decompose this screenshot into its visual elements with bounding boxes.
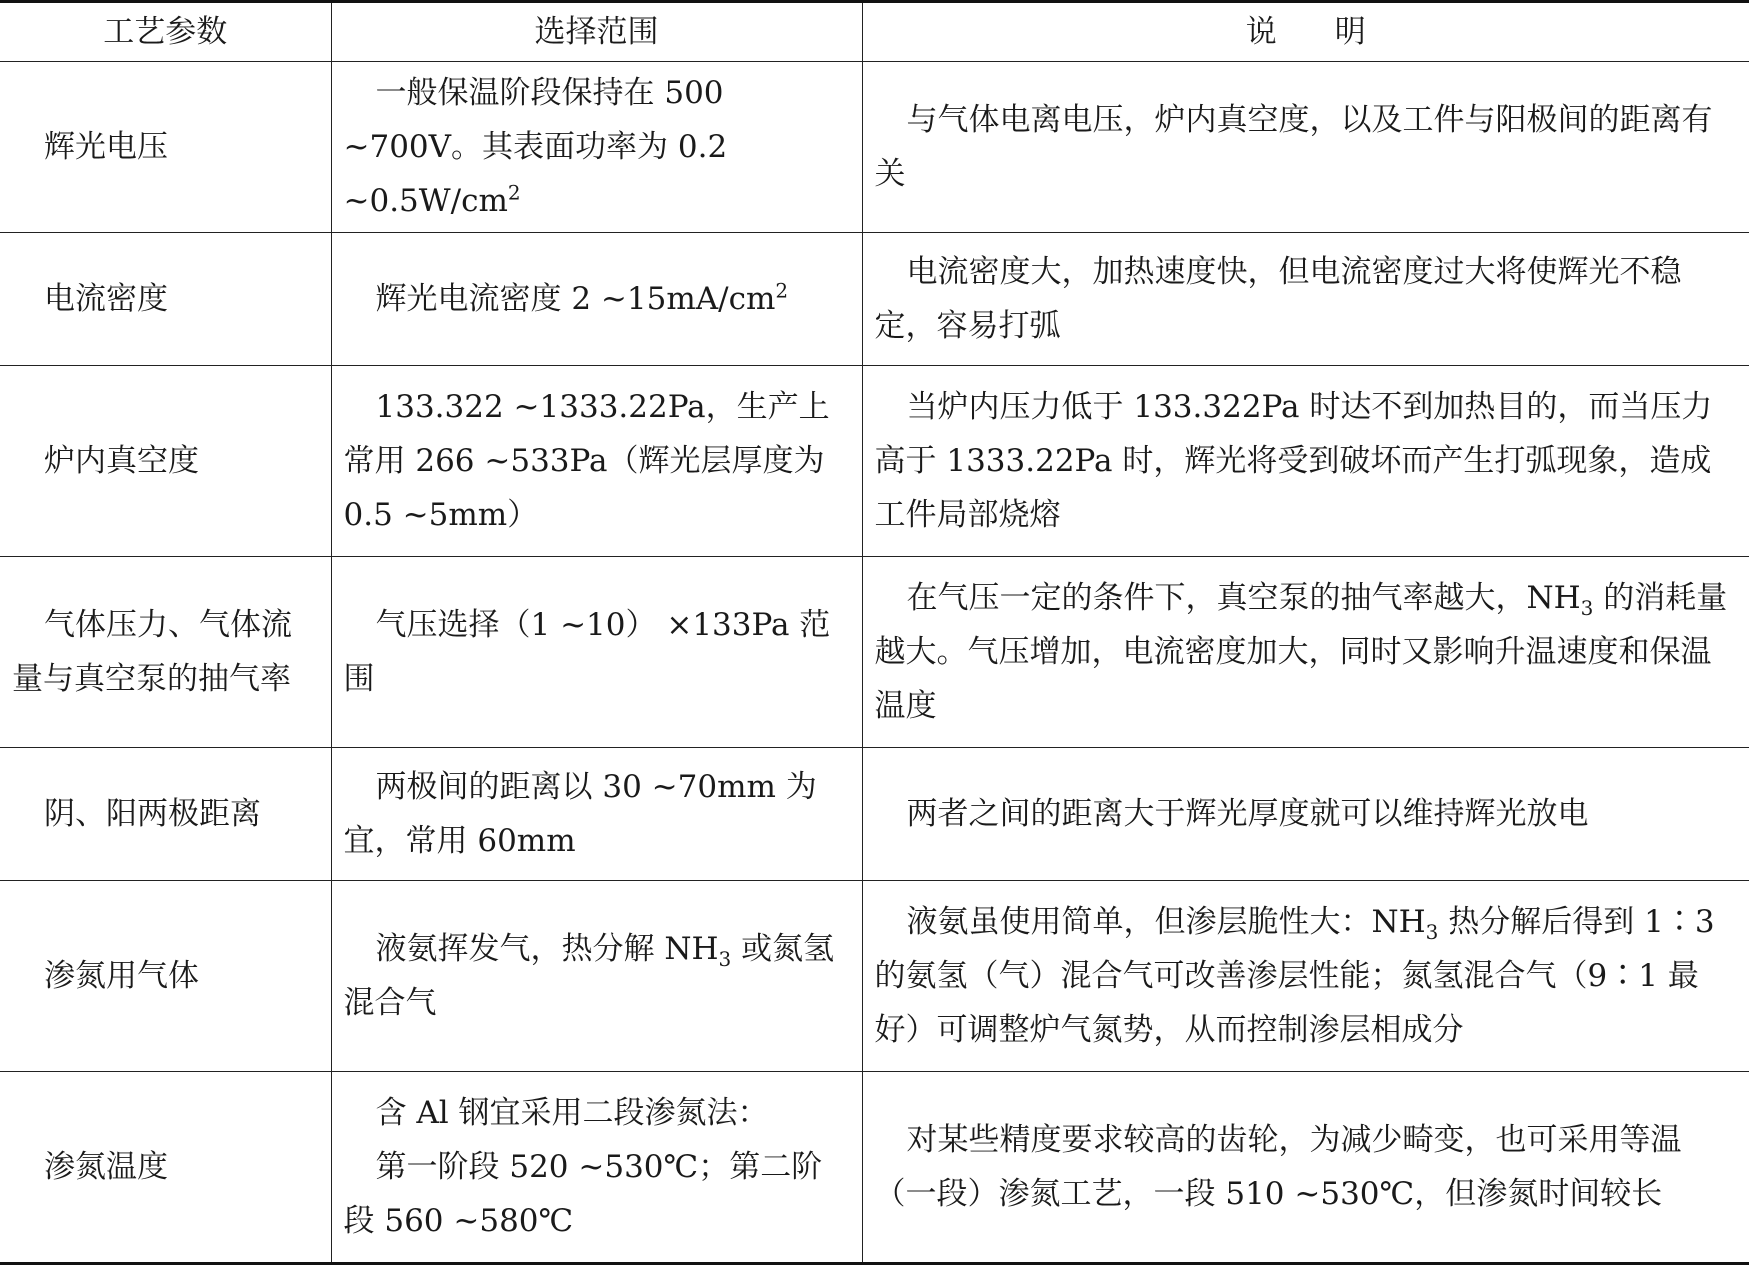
param-cell: 渗氮用气体 <box>0 881 331 1072</box>
table-row <box>0 557 1749 748</box>
header-note: 说明 <box>862 2 1749 62</box>
table-row <box>0 748 1749 881</box>
note-cell: 电流密度大，加热速度快，但电流密度过大将使辉光不稳定，容易打弧 <box>862 233 1749 366</box>
range-cell: 辉光电流密度 2 $\sim 15mA/cm^2$ <box>331 233 862 366</box>
note-cell: 对某些精度要求较高的齿轮，为减少畸变，也可采用等温（一段）渗氮工艺，一段 510 ~530℃，但渗氮时间较长 <box>862 1072 1749 1264</box>
range-cell: 133.322 ~1333.22Pa，生产上常用 266 ~533Pa（辉光层厚度为 0.5 ~5mm） <box>331 366 862 557</box>
table-row <box>0 62 1749 233</box>
range-cell: 气压选择（1 ~10） ×133Pa 范围 <box>331 557 862 748</box>
note-cell: 与气体电离电压，炉内真空度，以及工件与阳极间的距离有关 <box>862 62 1749 233</box>
table-row <box>0 233 1749 366</box>
header-range: 选择范围 <box>331 2 862 62</box>
range-cell <box>331 1072 862 1264</box>
note-cell: 当炉内压力低于 133.322Pa 时达不到加热目的，而当压力高于 1333.22Pa 时，辉光将受到破坏而产生打弧现象，造成工件局部烧熔 <box>862 366 1749 557</box>
param-cell: 阴、阳两极距离 <box>0 748 331 881</box>
note-cell: 在气压一定的条件下，真空泵的抽气率越大，$NH_3$ 的消耗量越大。气压增加，电流密度加大，同时又影响升温速度和保温温度 <box>862 557 1749 748</box>
param-cell: 渗氮温度 <box>0 1072 331 1264</box>
table-row <box>0 881 1749 1072</box>
range-cell: 两极间的距离以 30 ~70mm 为宜，常用 60mm <box>331 748 862 881</box>
note-cell: 液氨虽使用简单，但渗层脆性大：$NH_3$ 热分解后得到 1∶3 的氨氢（气）混合气可改善渗层性能；氮氢混合气（9∶1 最好）可调整炉气氮势，从而控制渗层相成分 <box>862 881 1749 1072</box>
range-cell: 液氨挥发气，热分解 $NH_3$ 或氮氢混合气 <box>331 881 862 1072</box>
range-line: 含 Al 钢宜采用二段渗氮法： <box>375 1095 769 1131</box>
table-row <box>0 366 1749 557</box>
table-header-row <box>0 2 1749 62</box>
header-param: 工艺参数 <box>0 2 331 62</box>
param-cell: 气体压力、气体流量与真空泵的抽气率 <box>0 557 331 748</box>
param-cell: 炉内真空度 <box>0 366 331 557</box>
note-cell: 两者之间的距离大于辉光厚度就可以维持辉光放电 <box>862 748 1749 881</box>
param-cell: 电流密度 <box>0 233 331 366</box>
table-row <box>0 1072 1749 1264</box>
param-cell: 辉光电压 <box>0 62 331 233</box>
range-line: 第一阶段 520 ~530℃；第二阶段 560 ~580℃ <box>343 1149 823 1239</box>
range-cell: 一般保温阶段保持在 500 ~700V。其表面功率为 0.2 $\sim 0.5W/cm^2$ <box>331 62 862 233</box>
